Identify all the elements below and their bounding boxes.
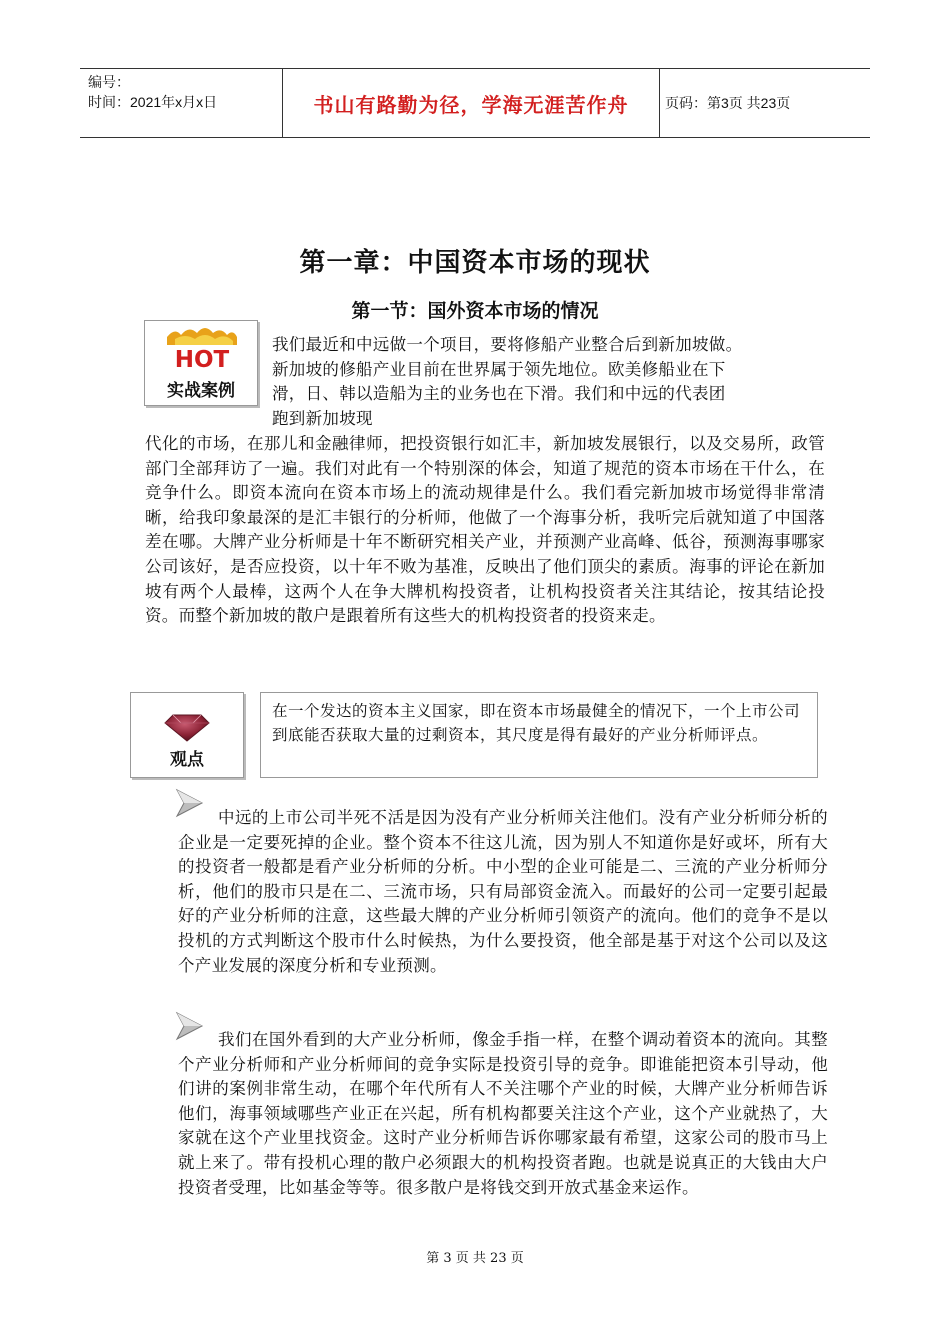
case-paragraph-continued: 代化的市场，在那儿和金融律师，把投资银行如汇丰，新加坡发展银行，以及交易所，政管部门全部拜访了一遍。我们对此有一个特别深的体会，知道了规范的资本市场在干什么，在竞争什么。即资本流向在资本市场上的流动规律是什么。我们看完新加坡市场觉得非常清晰，给我印象最深的是汇丰银行的分析师，他做了一个海事分析，我听完后就知道了中国落差在哪。大牌产业分析师是十年不断研究相关产业，并预测产业高峰、低谷，预测海事哪家公司该好，是否应投资，以十年不败为基准，反映出了他们顶尖的素质。海事的评论在新加坡有两个人最棒，这两个人在争大牌机构投资者，让机构投资者关注其结论，按其结论投资。而整个新加坡的散户是跟着所有这些大的机构投资者的投资来走。 (145, 434, 825, 626)
code-label: 编号： (88, 74, 130, 90)
analyst-paragraph-1: 中远的上市公司半死不活是因为没有产业分析师关注他们。没有产业分析师分析的企业是一定要死掉的企业。整个资本不往这儿流，因为别人不知道你是好或坏，所有大的投资者一般都是看产业分析师的分析。中小型的企业可能是二、三流的产业分析师分析，他们的股市只是在二、三流市场，只有局部资金流入。而最好的公司一定要引起最好的产业分析师的注意，这些最大牌的产业分析师引领资产的流向。他们的竞争不是以投机的方式判断这个股市什么时候热，为什么要投资，他全部是基于对这个公司以及这个产业发展的深度分析和专业预测。 (178, 808, 828, 975)
page-header (80, 68, 870, 138)
header-page-info: 页码：第3页 共23页 (665, 95, 791, 111)
time-label: 时间：2021年x月x日 (88, 94, 218, 110)
viewpoint-text-box (260, 692, 818, 778)
viewpoint-text: 在一个发达的资本主义国家，即在资本市场最健全的情况下，一个上市公司到底能否获取大量的过剩资本，其尺度是得有最好的产业分析师评点。 (272, 702, 801, 744)
hot-flame-icon (145, 323, 257, 373)
text-line: 新加坡的修船产业目前在世界属于领先地位。欧美修船业在下 (272, 359, 726, 379)
viewpoint-box (130, 692, 244, 778)
header-meta (80, 69, 283, 137)
section-title: 第一节：国外资本市场的情况 (351, 300, 599, 322)
gem-icon (131, 703, 243, 743)
case-paragraph-lines (272, 333, 832, 431)
chapter-title: 第一章：中国资本市场的现状 (299, 248, 651, 278)
text-line: 跑到新加坡现 (272, 408, 373, 428)
case-box (144, 320, 258, 406)
case-label: 实战案例 (167, 381, 235, 401)
text-line: 滑，日、韩以造船为主的业务也在下滑。我们和中远的代表团 (272, 384, 726, 404)
hot-badge-text: HOT (174, 347, 230, 373)
viewpoint-label: 观点 (170, 750, 204, 770)
analyst-paragraph-2: 我们在国外看到的大产业分析师，像金手指一样，在整个调动着资本的流向。其整个产业分析师和产业分析师间的竞争实际是投资引导的竞争。即谁能把资本引导动，他们讲的案例非常生动，在哪个年代所有人不关注哪个产业的时候，大牌产业分析师告诉他们，海事领域哪些产业正在兴起，所有机构都要关注这个产业，这个产业就热了，大家就在这个产业里找资金。这时产业分析师告诉你哪家最有希望，这家公司的股市马上就上来了。带有投机心理的散户必须跟大的机构投资者跑。也就是说真正的大钱由大户投资者受理，比如基金等等。很多散户是将钱交到开放式基金来运作。 (178, 1030, 828, 1197)
header-motto: 书山有路勤为径，学海无涯苦作舟 (283, 69, 660, 137)
text-line: 我们最近和中远做一个项目，要将修船产业整合后到新加坡做。 (272, 335, 743, 354)
page-footer: 第 3 页 共 23 页 (426, 1251, 524, 1266)
